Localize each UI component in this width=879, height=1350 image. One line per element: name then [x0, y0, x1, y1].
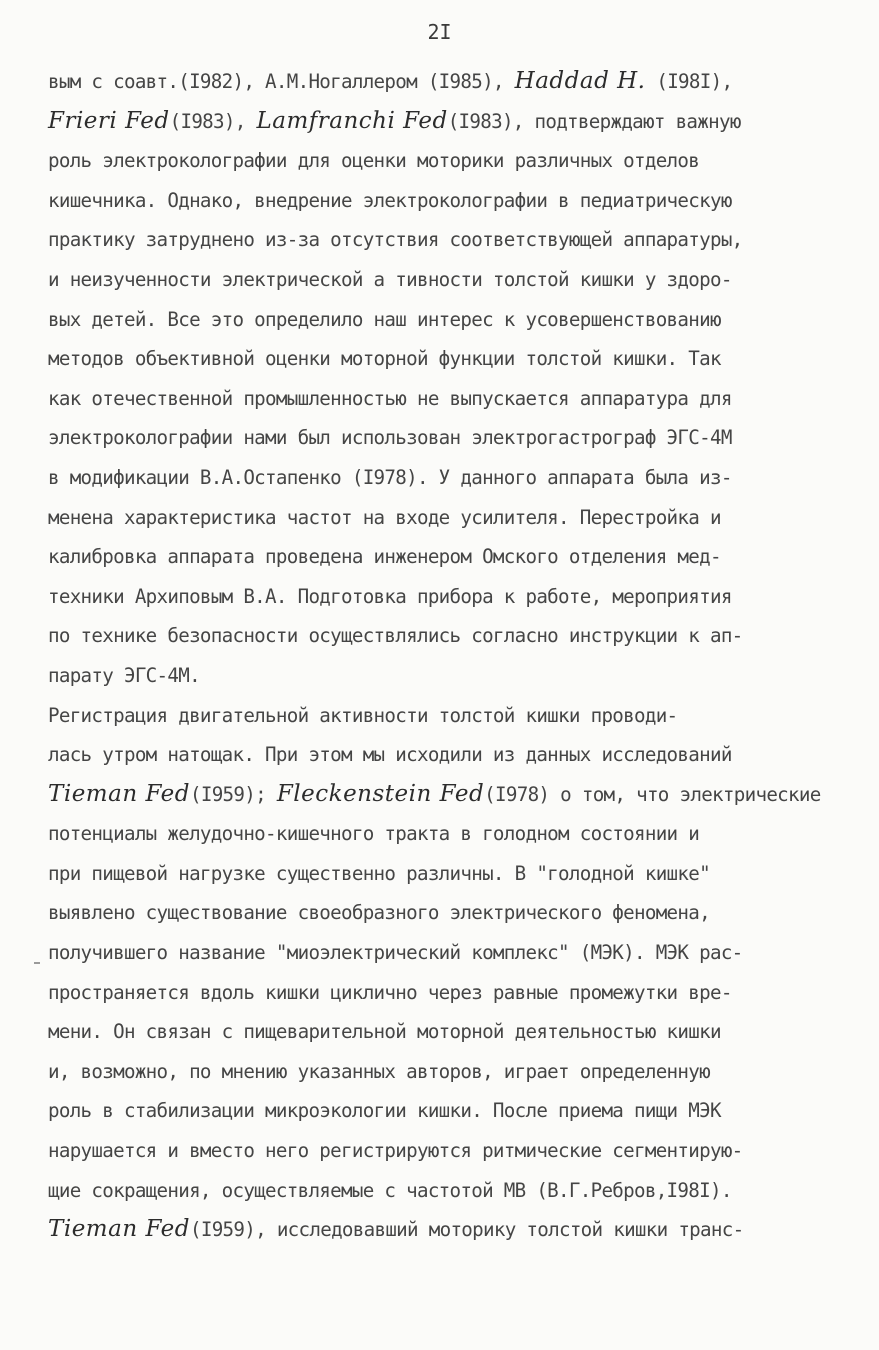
typed-text: пространяется вдоль кишки циклично через равные промежутки вре- — [48, 980, 732, 1004]
typed-text: и неизученности электрической а тивности толстой кишки у здоро- — [48, 267, 732, 291]
typed-text: по технике безопасности осуществлялись согласно инструкции к ап- — [48, 624, 743, 648]
handwritten-citation: Tieman Fed — [48, 1216, 190, 1243]
text-line — [48, 735, 848, 775]
typed-text: при пищевой нагрузке существенно различны. В "голодной кишке" — [48, 861, 710, 885]
typed-text: вых детей. Все это определило наш интерес к усовершенствованию — [48, 307, 721, 331]
margin-mark — [34, 962, 40, 964]
typed-text: методов объективной оценки моторной функции толстой кишки. Так — [48, 347, 721, 371]
text-line — [48, 577, 848, 617]
typed-text: роль электроколографии для оценки моторики различных отделов — [48, 149, 700, 173]
text-line — [48, 616, 848, 656]
typed-text: электроколографии нами был использован электрогастрограф ЭГС-4М — [48, 426, 732, 450]
typed-text: техники Архиповым В.А. Подготовка прибора к работе, мероприятия — [48, 584, 732, 608]
typed-text: кишечника. Однако, внедрение электроколографии в педиатрическую — [48, 188, 732, 212]
typed-text: (I983), подтверждают важную — [447, 109, 741, 133]
document-body — [48, 62, 848, 1250]
typed-text: (I98I), — [645, 70, 733, 93]
text-line — [48, 339, 848, 379]
text-line — [48, 62, 848, 102]
text-line — [48, 1091, 848, 1131]
typed-text: (I983), — [169, 109, 257, 133]
text-line — [48, 498, 848, 538]
handwritten-citation: Frieri Fed — [48, 107, 170, 134]
text-line — [48, 102, 848, 142]
typed-text: практику затруднено из-за отсутствия соответствующей аппаратуры, — [48, 228, 743, 252]
text-line — [48, 775, 848, 815]
text-line — [48, 1012, 848, 1052]
text-line — [48, 537, 848, 577]
text-line — [48, 1052, 848, 1092]
typed-text: калибровка аппарата проведена инженером Омского отделения мед- — [48, 545, 721, 569]
typed-text: (I978) о том, что электрические — [484, 782, 821, 806]
text-line — [48, 893, 848, 933]
text-line — [48, 220, 848, 260]
text-line — [48, 1210, 848, 1250]
typed-text: мени. Он связан с пищеварительной моторной деятельностью кишки — [48, 1020, 721, 1044]
typed-text: роль в стабилизации микроэкологии кишки. После приема пищи МЭК — [48, 1099, 721, 1123]
typed-text: и, возможно, по мнению указанных авторов, играет определенную — [48, 1059, 710, 1083]
typed-text: нарушается и вместо него регистрируются ритмические сегментирую- — [48, 1139, 743, 1163]
typed-text: получившего название "миоэлектрический комплекс" (МЭК). МЭК рас- — [48, 941, 743, 965]
text-line — [48, 854, 848, 894]
text-line — [48, 458, 848, 498]
text-line — [48, 814, 848, 854]
handwritten-citation: Tieman Fed — [48, 780, 190, 807]
typed-text: выявлено существование своеобразного электрического феномена, — [48, 901, 710, 925]
handwritten-citation: Haddad H. — [514, 68, 646, 94]
text-line — [48, 379, 848, 419]
typed-text: щие сокращения, осуществляемые с частотой МВ (В.Г.Ребров,I98I). — [48, 1178, 732, 1202]
page-number: 2I — [427, 20, 452, 44]
typed-text: менена характеристика частот на входе усилителя. Перестройка и — [48, 505, 721, 529]
text-line — [48, 141, 848, 181]
text-line — [48, 1171, 848, 1211]
typed-text: лась утром натощак. При этом мы исходили из данных исследований — [48, 743, 732, 767]
text-line — [48, 696, 848, 736]
typed-text: как отечественной промышленностью не выпускается аппаратура для — [48, 386, 732, 410]
typed-text: в модификации В.А.Остапенко (I978). У данного аппарата была из- — [48, 465, 732, 489]
handwritten-citation: Lamfranchi Fed — [256, 107, 448, 134]
text-line — [48, 418, 848, 458]
typed-text: парату ЭГС-4М. — [48, 663, 200, 687]
typed-text: Регистрация двигательной активности толстой кишки проводи- — [48, 703, 678, 727]
text-line — [48, 1131, 848, 1171]
text-line — [48, 656, 848, 696]
typed-text: (I959); — [190, 782, 277, 806]
text-line — [48, 933, 848, 973]
text-line — [48, 260, 848, 300]
text-line — [48, 181, 848, 221]
handwritten-citation: Fleckenstein Fed — [276, 780, 485, 807]
text-line — [48, 973, 848, 1013]
typed-text: потенциалы желудочно-кишечного тракта в голодном состоянии и — [48, 822, 700, 846]
text-line — [48, 300, 848, 340]
typed-text: (I959), исследовавший моторику толстой кишки транс- — [190, 1218, 744, 1242]
typed-text: вым с соавт.(I982), А.М.Ногаллером (I985), — [48, 70, 515, 93]
